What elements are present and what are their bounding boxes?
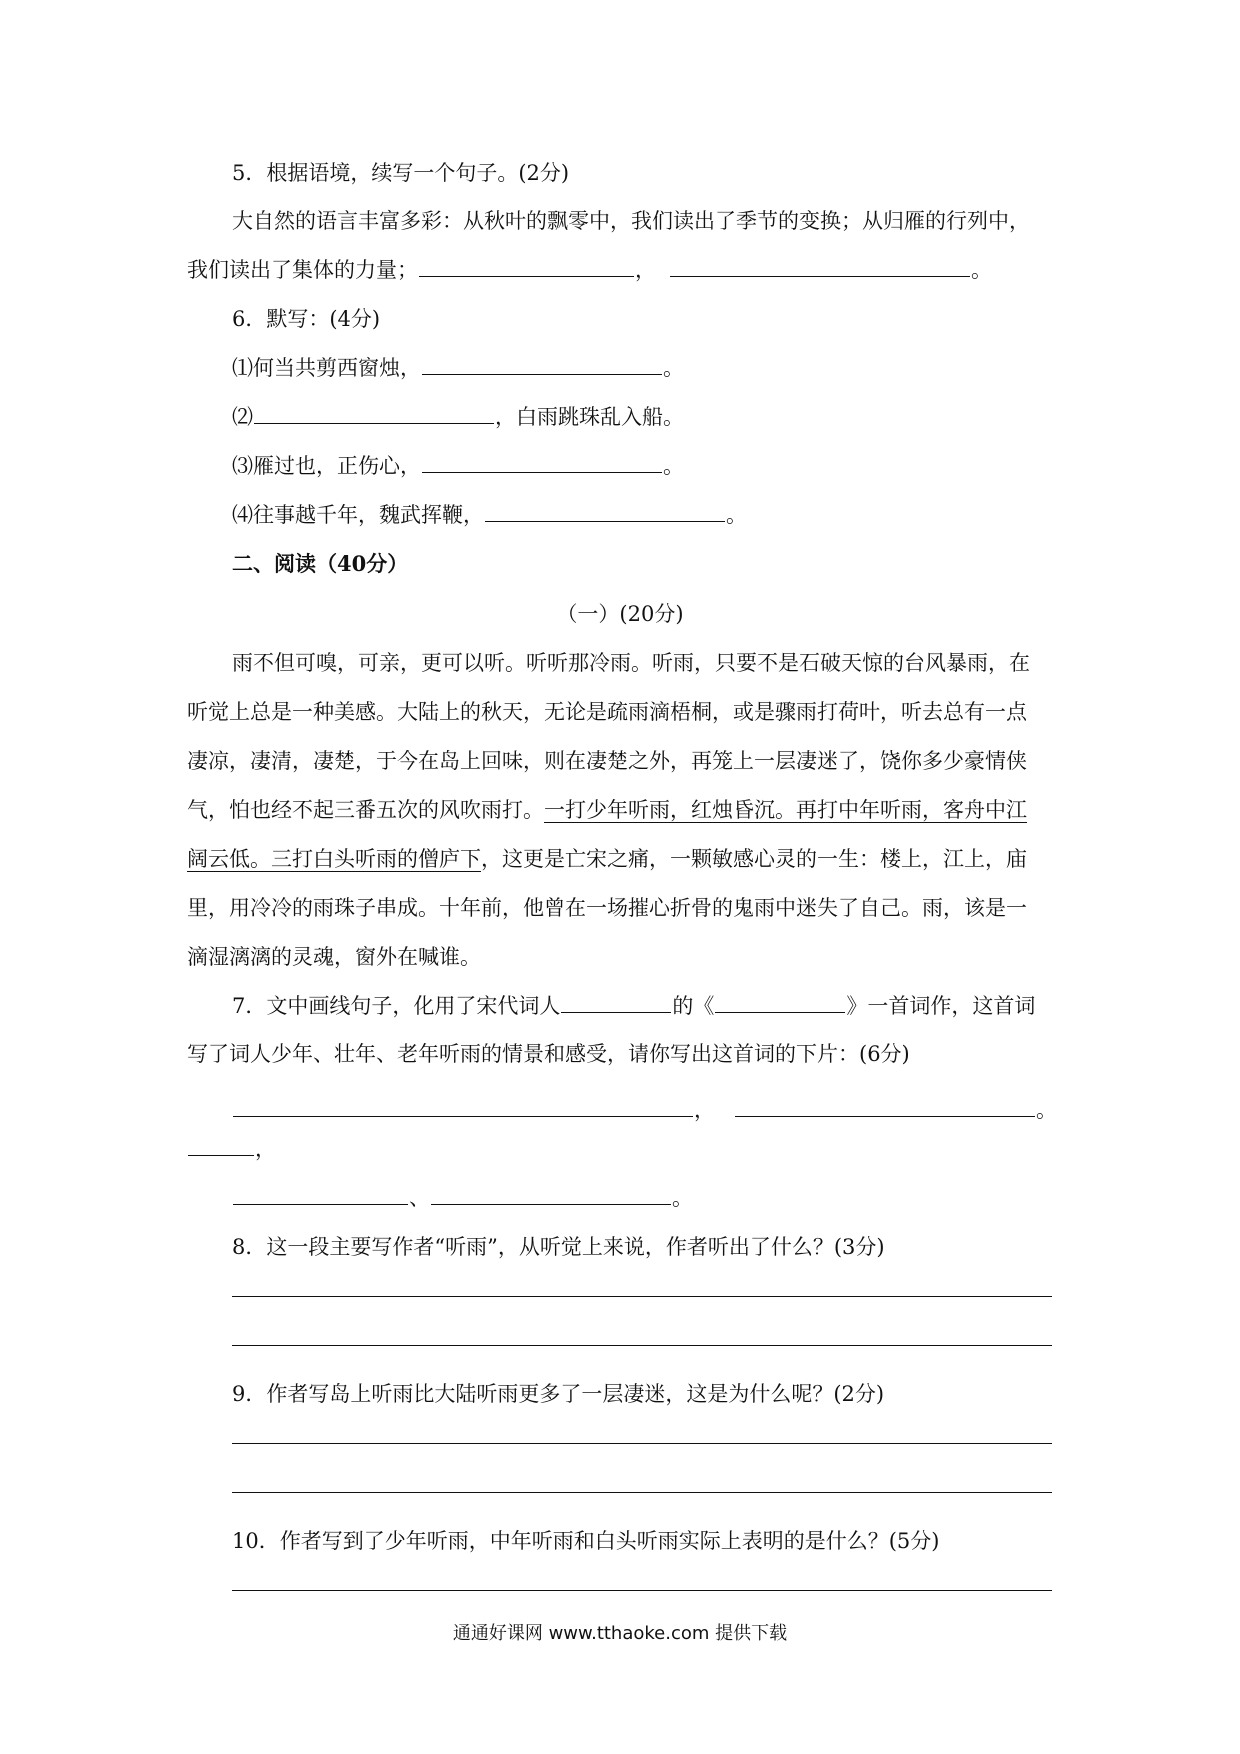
q10-title: 10．作者写到了少年听雨，中年听雨和白头听雨实际上表明的是什么？(5分) — [232, 1529, 940, 1553]
q6-item-1-blank[interactable] — [422, 354, 662, 375]
q7-title-part-b: 的《 — [672, 994, 715, 1018]
q6-item-2-pre: ⑵ — [232, 405, 253, 429]
passage-line-3: 凄凉，凄清，凄楚，于今在岛上回味，则在凄楚之外，再笼上一层凄迷了，饶你多少豪情侠 — [187, 749, 1027, 773]
q7-comma-2: ， — [255, 1137, 276, 1161]
q7-title-line-1 — [232, 991, 1035, 1021]
q6-item-3-pre: ⑶雁过也，正伤心， — [232, 454, 421, 478]
q7-answer-row-3 — [232, 1183, 693, 1213]
q7-answer-row-2 — [187, 1134, 276, 1164]
q8-answer-line-2[interactable] — [232, 1345, 1052, 1346]
q6-item-1-pre: ⑴何当共剪西窗烛， — [232, 356, 421, 380]
page-footer: 通通好课网 www.tthaoke.com 提供下载 — [452, 1623, 788, 1644]
q6-item-3-blank[interactable] — [422, 452, 662, 473]
q5-text-line2-prefix: 我们读出了集体的力量； — [187, 258, 418, 282]
passage-line-5 — [187, 844, 1027, 874]
q6-item-2 — [232, 402, 684, 432]
q7-title-blank[interactable] — [715, 992, 845, 1013]
q5-title: 5．根据语境，续写一个句子。(2分) — [232, 161, 570, 185]
q6-item-2-post: ，白雨跳珠乱入船。 — [495, 405, 684, 429]
q9-title: 9．作者写岛上听雨比大陆听雨更多了一层凄迷，这是为什么呢？(2分) — [232, 1382, 885, 1406]
q7-comma: ， — [694, 1098, 715, 1122]
q7-period-1: 。 — [1036, 1098, 1057, 1122]
q7-title-part-c: 》一首词作，这首词 — [846, 994, 1036, 1018]
q8-title: 8．这一段主要写作者“听雨”，从听觉上来说，作者听出了什么？(3分) — [232, 1235, 885, 1259]
q7-author-blank[interactable] — [561, 992, 671, 1013]
q7-answer-blank-1[interactable] — [233, 1096, 693, 1117]
q8-answer-line-1[interactable] — [232, 1296, 1052, 1297]
passage-line-1: 雨不但可嗅，可亲，更可以听。听听那冷雨。听雨，只要不是石破天惊的台风暴雨，在 — [232, 651, 1030, 675]
q7-answer-blank-4[interactable] — [233, 1184, 408, 1205]
q6-item-1 — [232, 353, 684, 383]
q9-answer-line-2[interactable] — [232, 1492, 1052, 1493]
passage-line-4-plain: 气，怕也经不起三番五次的风吹雨打。 — [187, 798, 544, 822]
q7-title-line-2: 写了词人少年、壮年、老年听雨的情景和感受，请你写出这首词的下片：(6分) — [187, 1042, 910, 1066]
passage-line-2: 听觉上总是一种美感。大陆上的秋天，无论是疏雨滴梧桐，或是骤雨打荷叶，听去总有一点 — [187, 700, 1027, 724]
q7-dun-mark: 、 — [409, 1186, 430, 1210]
q7-answer-blank-3[interactable] — [188, 1135, 254, 1156]
q5-text-line1: 大自然的语言丰富多彩：从秋叶的飘零中，我们读出了季节的变换；从归雁的行列中， — [232, 209, 1030, 233]
q6-item-3-post: 。 — [663, 454, 684, 478]
q7-title-part-a: 7．文中画线句子，化用了宋代词人 — [232, 994, 561, 1018]
q10-answer-line-1[interactable] — [232, 1590, 1052, 1591]
q7-answer-row-1 — [232, 1095, 1057, 1125]
q6-item-3 — [232, 451, 684, 481]
q6-item-4-post: 。 — [726, 503, 747, 527]
q7-answer-blank-5[interactable] — [431, 1184, 671, 1205]
q7-answer-blank-2[interactable] — [735, 1096, 1035, 1117]
q5-answer-blank-1[interactable] — [419, 256, 634, 277]
q6-item-4 — [232, 500, 747, 530]
q6-item-4-pre: ⑷往事越千年，魏武挥鞭， — [232, 503, 484, 527]
q5-answer-blank-2[interactable] — [670, 256, 970, 277]
q6-item-2-blank[interactable] — [254, 403, 494, 424]
q6-item-1-post: 。 — [663, 356, 684, 380]
passage-line-7: 滴湿漓漓的灵魂，窗外在喊谁。 — [187, 945, 481, 969]
passage-underlined-sentence-part-2: 阔云低。三打白头听雨的僧庐下 — [187, 847, 481, 871]
q6-title: 6．默写：(4分) — [232, 307, 381, 331]
passage-line-5-plain: ，这更是亡宋之痛，一颗敏感心灵的一生：楼上，江上，庙 — [481, 847, 1027, 871]
passage-line-6: 里，用冷冷的雨珠子串成。十年前，他曾在一场摧心折骨的鬼雨中迷失了自己。雨，该是一 — [187, 896, 1027, 920]
q7-period-2: 。 — [672, 1186, 693, 1210]
q9-answer-line-1[interactable] — [232, 1443, 1052, 1444]
section-title: 二、阅读（40分） — [232, 551, 409, 576]
q6-item-4-blank[interactable] — [485, 501, 725, 522]
q5-text-line2 — [187, 255, 992, 285]
passage-line-4 — [187, 795, 1027, 825]
q5-end-mark: 。 — [971, 258, 992, 282]
q5-separator: ， — [635, 258, 656, 282]
passage-underlined-sentence-part-1: 一打少年听雨，红烛昏沉。再打中年听雨，客舟中江 — [544, 798, 1027, 822]
section-subtitle: （一）(20分) — [556, 602, 684, 626]
